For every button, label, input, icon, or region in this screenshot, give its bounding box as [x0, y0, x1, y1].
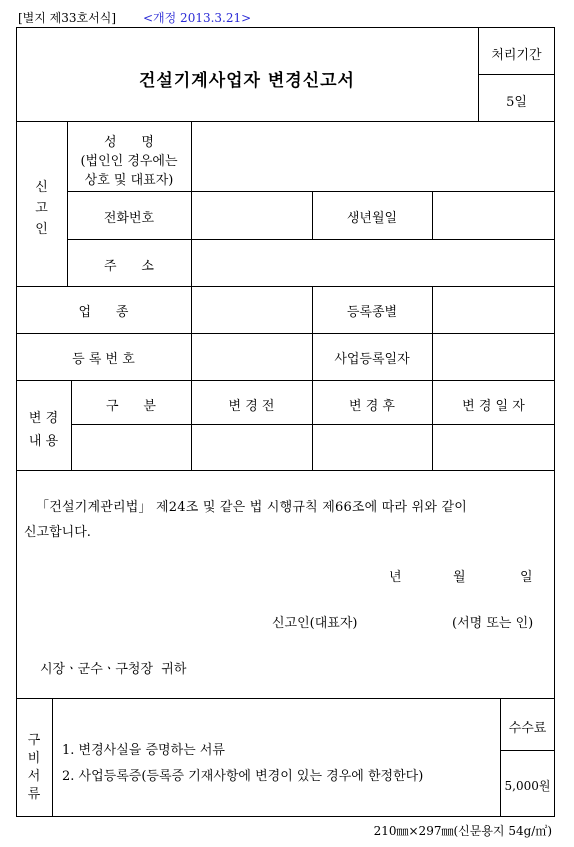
reporter-label-3: 인: [35, 222, 48, 237]
date-month-label: 월: [453, 570, 466, 585]
name-field[interactable]: [192, 122, 554, 190]
processing-value: 5일: [506, 95, 527, 110]
reporter-label-2: 고: [35, 201, 48, 216]
vline-fee: [500, 698, 501, 817]
divider-processing: [478, 74, 555, 75]
change-after-field[interactable]: [313, 425, 431, 469]
addressee: 시장ㆍ군수ㆍ구청장 귀하: [40, 662, 187, 677]
divider-fee: [500, 750, 555, 751]
doc-item-1: 1. 변경사실을 증명하는 서류: [62, 743, 225, 758]
declaration-line-1: 「건설기계관리법」 제24조 및 같은 법 시행규칙 제66조에 따라 위와 같이: [36, 500, 467, 515]
col-before: 변 경 전: [228, 399, 275, 414]
form-number: [별지 제33호서식]: [18, 11, 116, 25]
divider-declaration: [16, 698, 555, 699]
processing-label: 처리기간: [491, 48, 542, 63]
birth-field[interactable]: [433, 192, 554, 238]
change-category-field[interactable]: [72, 425, 190, 469]
revision-date: <개정 2013.3.21>: [143, 11, 252, 25]
divider-change: [16, 470, 555, 471]
birth-label: 생년월일: [346, 211, 398, 226]
business-type-label: 업 종: [78, 305, 129, 320]
reporter-signature-label: 신고인(대표자): [272, 616, 358, 631]
name-label-2: (법인인 경우에는: [80, 154, 178, 169]
signature-note: (서명 또는 인): [452, 616, 534, 631]
reg-no-label: 등 록 번 호: [72, 352, 135, 367]
name-label-3: 상호 및 대표자): [84, 173, 174, 188]
change-label-1: 변 경: [28, 411, 59, 426]
change-date-field[interactable]: [433, 425, 554, 469]
reg-date-field[interactable]: [433, 334, 554, 379]
date-day-label: 일: [520, 570, 533, 585]
reg-type-label: 등록종별: [346, 305, 398, 320]
reg-no-field[interactable]: [192, 334, 311, 379]
vline-docs: [52, 698, 53, 817]
col-after: 변 경 후: [349, 399, 395, 414]
reg-date-label: 사업등록일자: [334, 352, 410, 367]
page-title: 건설기계사업자 변경신고서: [139, 71, 355, 91]
address-label: 주 소: [104, 259, 154, 274]
change-before-field[interactable]: [192, 425, 311, 469]
phone-field[interactable]: [192, 192, 311, 238]
phone-label: 전화번호: [103, 211, 155, 226]
divider-regno: [16, 380, 555, 381]
docs-label-3: 서: [27, 769, 41, 784]
name-label-1: 성 명: [104, 135, 154, 150]
col-change-date: 변 경 일 자: [462, 399, 525, 414]
change-label-2: 내 용: [28, 434, 59, 449]
reporter-label-1: 신: [35, 180, 48, 195]
declaration-line-2: 신고합니다.: [24, 525, 91, 540]
fee-value: 5,000원: [504, 779, 551, 793]
business-type-field[interactable]: [192, 287, 311, 332]
reg-type-field[interactable]: [433, 287, 554, 332]
doc-item-2: 2. 사업등록증(등록증 기재사항에 변경이 있는 경우에 한정한다): [62, 769, 424, 784]
docs-label-4: 류: [27, 787, 41, 802]
address-field[interactable]: [192, 240, 554, 285]
docs-label-2: 비: [27, 751, 41, 766]
docs-label-1: 구: [27, 733, 41, 748]
col-category: 구 분: [106, 399, 156, 414]
paper-spec: 210㎜×297㎜(신문용지 54g/㎡): [373, 824, 552, 838]
fee-label: 수수료: [508, 721, 547, 736]
date-year-label: 년: [389, 570, 402, 585]
